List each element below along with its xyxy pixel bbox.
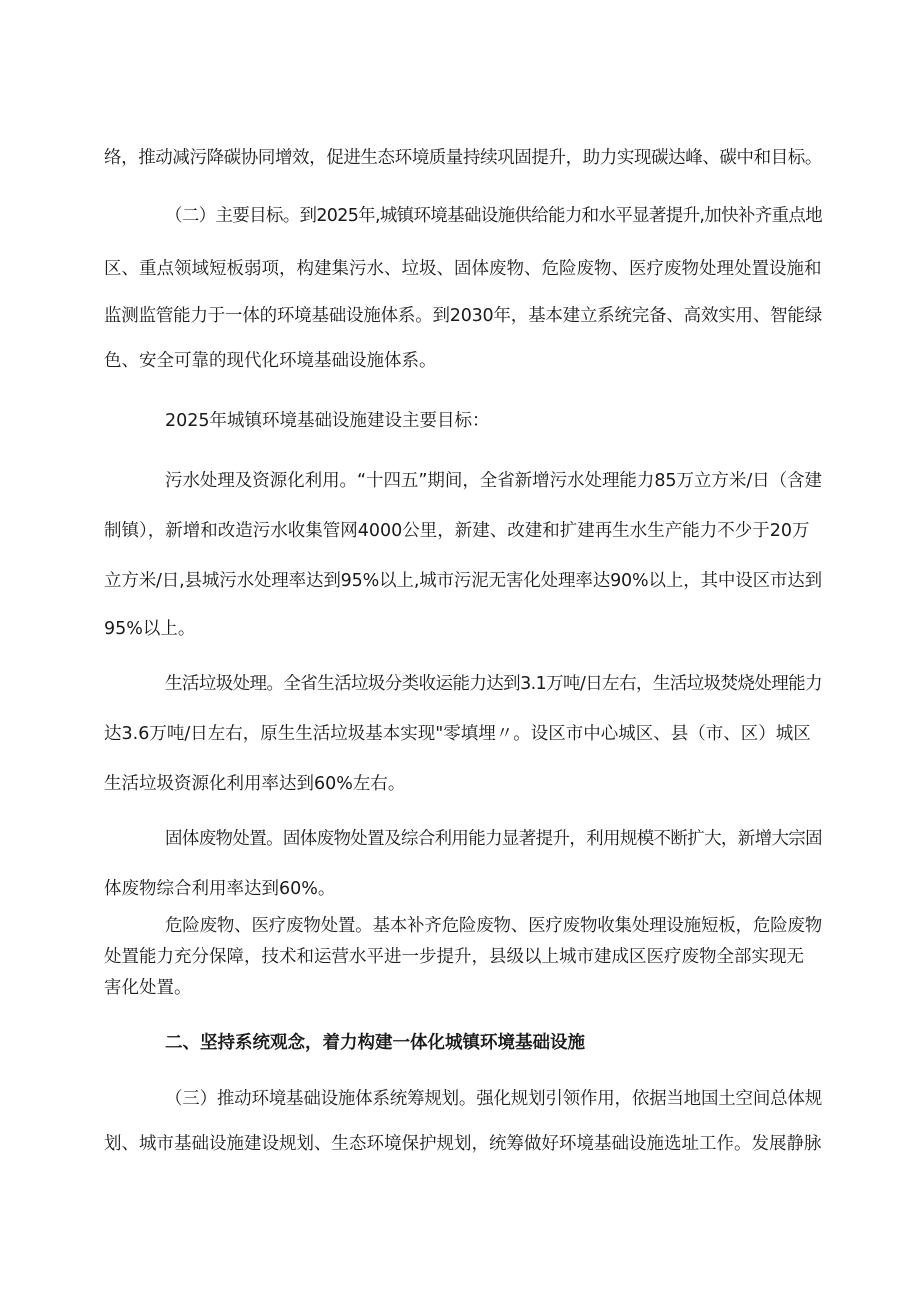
text-line: 色、安全可靠的现代化环境基础设施体系。 [104,351,437,371]
subheading: 2025年城镇环境基础设施建设主要目标： [165,411,490,431]
text-line: （二）主要目标。到2025年,城镇环境基础设施供给能力和水平显著提升,加快补齐重点地 [165,206,822,226]
text-line: 区、重点领域短板弱项，构建集污水、垃圾、固体废物、危险废物、医疗废物处理处置设施和 [104,259,822,279]
text-line: 害化处置。 [104,978,192,998]
text-line: 生活垃圾处理。全省生活垃圾分类收运能力达到3.1万吨/日左右，生活垃圾焚烧处理能力 [165,674,822,694]
text-line: （三）推动环境基础设施体系统筹规划。强化规划引领作用，依据当地国土空间总体规 [165,1089,822,1109]
text-line: 危险废物、医疗废物处置。基本补齐危险废物、医疗废物收集处理设施短板，危险废物 [165,916,822,936]
text-line: 络，推动减污降碳协同增效，促进生态环境质量持续巩固提升，助力实现碳达峰、碳中和目标。 [104,148,822,168]
text-line: 95%以上。 [104,619,196,639]
section-heading: 二、坚持系统观念，着力构建一体化城镇环境基础设施 [165,1033,585,1053]
text-line: 达3.6万吨/日左右，原生生活垃圾基本实现"零填埋〃。设区市中心城区、县（市、区）城区 [104,724,811,744]
text-line: 固体废物处置。固体废物处置及综合利用能力显著提升，利用规模不断扩大，新增大宗固 [165,829,822,849]
text-line: 生活垃圾资源化利用率达到60%左右。 [104,774,406,794]
text-line: 处置能力充分保障，技术和运营水平进一步提升，县级以上城市建成区医疗废物全部实现无 [104,947,804,967]
text-line: 监测监管能力于一体的环境基础设施体系。到2030年，基本建立系统完备、高效实用、智能绿 [104,306,822,326]
text-line: 制镇），新增和改造污水收集管网4000公里，新建、改建和扩建再生水生产能力不少于20万 [104,521,810,541]
text-line: 划、城市基础设施建设规划、生态环境保护规划，统筹做好环境基础设施选址工作。发展静脉 [104,1134,822,1154]
text-line: 体废物综合利用率达到60%。 [104,879,336,899]
text-line: 污水处理及资源化利用。“十四五”期间，全省新增污水处理能力85万立方米/日（含建 [165,471,822,491]
text-line: 立方米/日,县城污水处理率达到95%以上,城市污泥无害化处理率达90%以上，其中设区市达到 [104,571,822,591]
